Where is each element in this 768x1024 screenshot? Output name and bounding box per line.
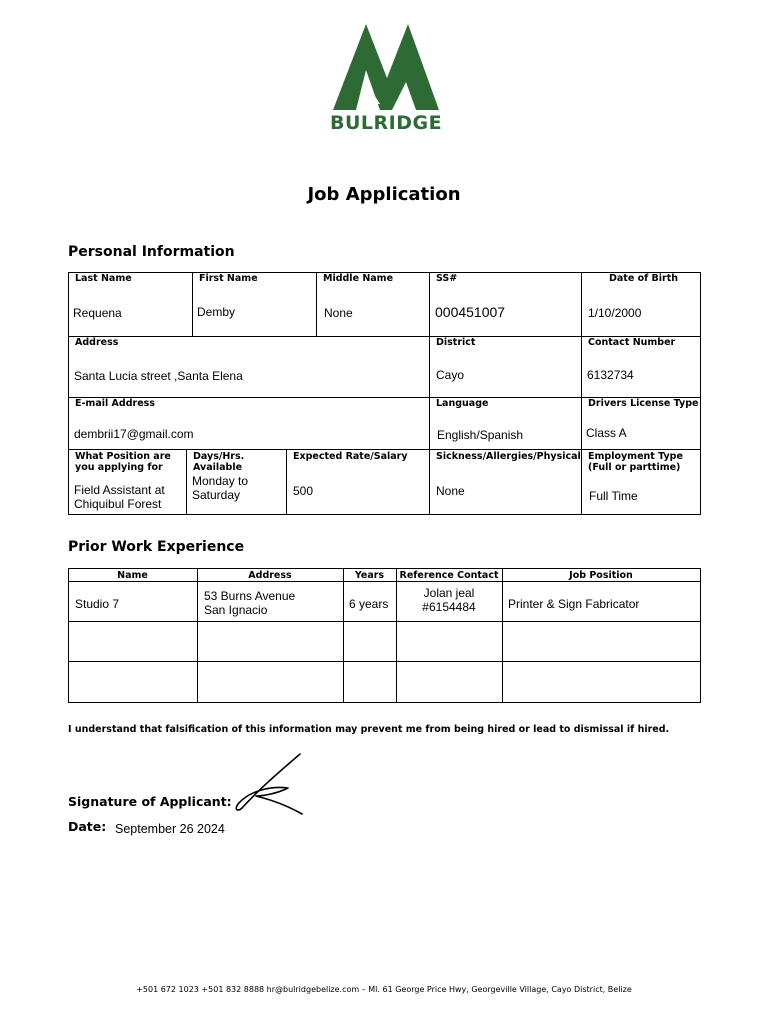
expected-rate-value[interactable]: 500 (293, 484, 314, 498)
personal-info-heading: Personal Information (68, 244, 235, 260)
license-value[interactable]: Class A (586, 426, 627, 440)
date-value[interactable]: September 26 2024 (115, 822, 225, 836)
work-row-1-years[interactable]: 6 years (349, 597, 389, 611)
email-label: E-mail Address (75, 398, 155, 409)
page-title: Job Application (307, 184, 461, 205)
dob-label: Date of Birth (609, 273, 679, 284)
address-value[interactable]: Santa Lucia street ,Santa Elena (74, 369, 243, 383)
expected-rate-label: Expected Rate/Salary (293, 451, 408, 462)
language-value[interactable]: English/Spanish (437, 428, 524, 442)
footer-contact: +501 672 1023 +501 832 8888 hr@bulridgebelize.com – Ml. 61 George Price Hwy, Georgeville Village, Cayo District, Belize (136, 985, 632, 994)
work-row-1-position[interactable]: Printer & Sign Fabricator (508, 597, 640, 611)
date-label: Date: (68, 819, 107, 834)
license-label: Drivers License Type (588, 398, 699, 409)
last-name-value[interactable]: Requena (73, 306, 122, 320)
company-name: BULRIDGE (330, 112, 443, 134)
district-value[interactable]: Cayo (436, 368, 465, 382)
ss-label: SS# (436, 273, 458, 284)
work-experience-heading: Prior Work Experience (68, 539, 245, 555)
first-name-value[interactable]: Demby (197, 305, 236, 319)
work-row-1-address[interactable]: 53 Burns Avenue San Ignacio (204, 589, 296, 617)
dob-value[interactable]: 1/10/2000 (588, 306, 642, 320)
employment-type-value[interactable]: Full Time (589, 489, 638, 503)
first-name-label: First Name (199, 273, 258, 284)
middle-name-value[interactable]: None (324, 306, 353, 320)
declaration-text: I understand that falsification of this information may prevent me from being hired or lead to dismissal if hired. (68, 724, 670, 735)
ss-value[interactable]: 000451007 (435, 304, 506, 320)
days-available-value[interactable]: Monday to Saturday (192, 474, 249, 502)
employment-type-label: Employment Type (Full or parttime) (588, 451, 683, 473)
address-label: Address (75, 337, 119, 348)
work-row-1-name[interactable]: Studio 7 (75, 597, 120, 611)
work-header-years: Years (354, 570, 385, 581)
contact-number-label: Contact Number (588, 337, 676, 348)
work-header-position: Job Position (569, 570, 633, 581)
sickness-value[interactable]: None (436, 484, 465, 498)
applicant-signature (232, 750, 308, 816)
sickness-label: Sickness/Allergies/Physical (436, 451, 581, 462)
position-value[interactable]: Field Assistant at Chiquibul Forest (74, 483, 165, 511)
days-available-label: Days/Hrs. Available (193, 451, 245, 473)
last-name-label: Last Name (75, 273, 132, 284)
work-header-name: Name (117, 570, 148, 581)
work-header-reference: Reference Contact (399, 570, 499, 581)
language-label: Language (436, 398, 489, 409)
email-value[interactable]: dembrii17@gmail.com (74, 427, 194, 441)
work-row-1-reference[interactable]: Jolan jeal #6154484 (422, 586, 476, 614)
work-header-address: Address (248, 570, 292, 581)
district-label: District (436, 337, 476, 348)
middle-name-label: Middle Name (323, 273, 394, 284)
contact-number-value[interactable]: 6132734 (587, 368, 634, 382)
signature-label: Signature of Applicant: (68, 794, 232, 809)
position-label: What Position are you applying for (75, 451, 171, 473)
